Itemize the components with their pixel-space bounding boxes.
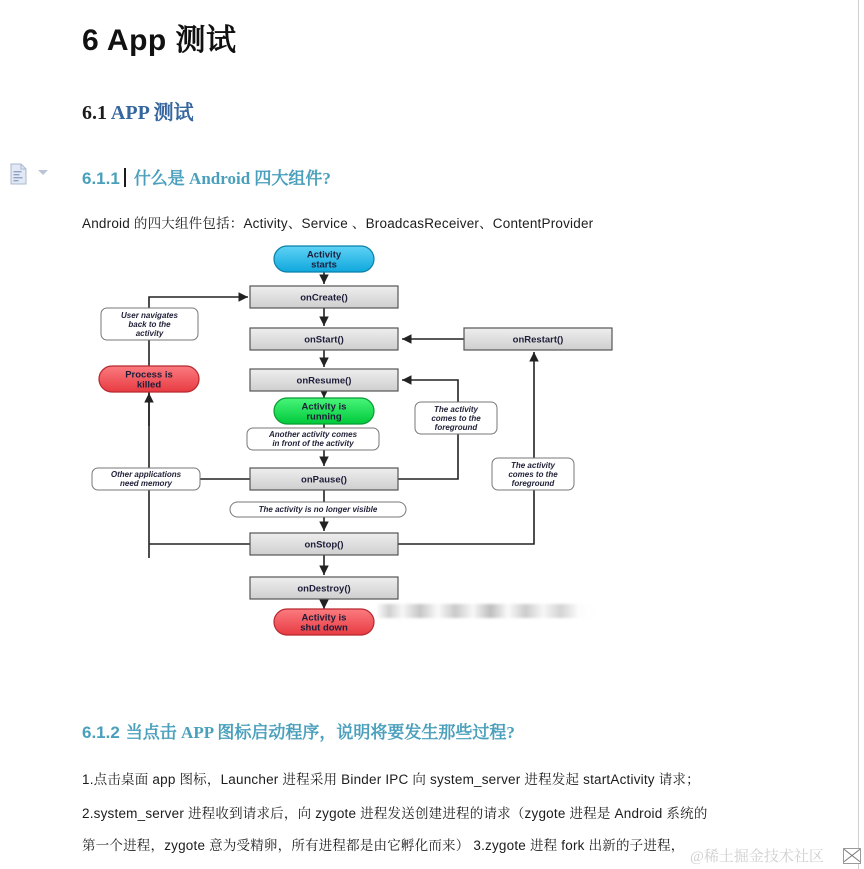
svg-text:in front of the activity: in front of the activity xyxy=(272,439,354,449)
paragraph-components-intro: Android 的四大组件包括：Activity、Service 、BroadcasReceiver、ContentProvider xyxy=(82,216,594,231)
node-process-killed xyxy=(99,366,199,392)
svg-text:Activity is: Activity is xyxy=(301,401,347,413)
svg-text:onResume(): onResume() xyxy=(296,375,352,387)
svg-text:running: running xyxy=(306,411,342,423)
node-onPause xyxy=(250,468,398,490)
document-icon[interactable] xyxy=(10,163,27,185)
annotation-another-activity xyxy=(247,428,379,450)
svg-text:back to the: back to the xyxy=(128,320,171,330)
margin-marker[interactable] xyxy=(10,163,56,189)
subsection-number-612: 6.1.2 xyxy=(82,723,120,742)
chevron-down-icon[interactable] xyxy=(38,170,48,175)
paragraph-step-1: 1.点击桌面 app 图标，Launcher 进程采用 Binder IPC 向 system_server 进程发起 startActivity 请求； xyxy=(82,772,700,787)
svg-text:onStop(): onStop() xyxy=(304,539,344,551)
subsection-number-611: 6.1.1 xyxy=(82,169,120,188)
blurred-watermark-region xyxy=(376,604,596,618)
svg-text:foreground: foreground xyxy=(434,423,478,433)
subsection-heading-611 xyxy=(82,164,331,189)
svg-text:foreground: foreground xyxy=(511,479,555,489)
annotation-other-apps-memory xyxy=(92,468,200,490)
svg-text:comes to the: comes to the xyxy=(431,414,481,424)
svg-text:comes to the: comes to the xyxy=(508,470,558,480)
text-cursor xyxy=(124,168,126,187)
svg-text:Another activity comes: Another activity comes xyxy=(268,430,358,440)
svg-text:Process is: Process is xyxy=(125,369,173,381)
svg-text:onDestroy(): onDestroy() xyxy=(297,583,351,595)
paragraph-step-2: 2.system_server 进程收到请求后，向 zygote 进程发送创建进程的请求（zygote 进程是 Android 系统的 xyxy=(82,806,708,821)
annotation-foreground-restart xyxy=(492,458,574,490)
corner-placeholder-icon xyxy=(843,848,861,864)
svg-text:onCreate(): onCreate() xyxy=(300,292,348,304)
node-onDestroy xyxy=(250,577,398,599)
page-right-rule xyxy=(858,0,859,869)
svg-text:need memory: need memory xyxy=(119,479,173,489)
subsection-title-611: 什么是 Android 四大组件? xyxy=(133,169,331,188)
svg-text:shut down: shut down xyxy=(300,622,348,634)
site-watermark: @稀土掘金技术社区 xyxy=(690,849,824,865)
node-activity-shut-down xyxy=(274,609,374,635)
annotation-foreground-resume xyxy=(415,402,497,434)
svg-text:killed: killed xyxy=(136,379,162,391)
node-activity-starts xyxy=(274,246,374,272)
section-heading xyxy=(82,96,194,125)
subsection-heading-612 xyxy=(82,718,515,743)
page-title: 6 App 测试 xyxy=(82,24,237,57)
node-onStart xyxy=(250,328,398,350)
svg-text:User navigates: User navigates xyxy=(121,311,178,321)
svg-text:starts: starts xyxy=(311,259,337,271)
node-onResume xyxy=(250,369,398,391)
section-title: APP 测试 xyxy=(110,102,194,124)
svg-text:The activity: The activity xyxy=(510,461,556,471)
annotation-no-longer-visible xyxy=(230,502,406,517)
subsection-title-612: 当点击 APP 图标启动程序，说明将要发生那些过程? xyxy=(125,723,515,742)
annotation-user-navigates-back xyxy=(101,308,198,340)
lifecycle-svg xyxy=(82,236,642,656)
activity-lifecycle-diagram xyxy=(82,236,642,656)
paragraph-step-3: 第一个进程，zygote 意为受精卵，所有进程都是由它孵化而来） 3.zygote 进程 fork 出新的子进程， xyxy=(82,838,685,853)
node-onRestart xyxy=(464,328,612,350)
svg-text:onRestart(): onRestart() xyxy=(512,334,564,346)
node-onStop xyxy=(250,533,398,555)
svg-text:activity: activity xyxy=(135,329,164,339)
svg-text:The activity is no longer visi: The activity is no longer visible xyxy=(258,505,378,515)
node-activity-running xyxy=(274,398,374,424)
node-onCreate xyxy=(250,286,398,308)
svg-text:The activity: The activity xyxy=(433,405,479,415)
svg-text:onPause(): onPause() xyxy=(301,474,347,486)
svg-text:Activity is: Activity is xyxy=(301,612,347,624)
svg-text:onStart(): onStart() xyxy=(304,334,344,346)
section-number: 6.1 xyxy=(82,102,107,124)
svg-text:Other applications: Other applications xyxy=(110,470,182,480)
svg-text:Activity: Activity xyxy=(306,249,342,261)
